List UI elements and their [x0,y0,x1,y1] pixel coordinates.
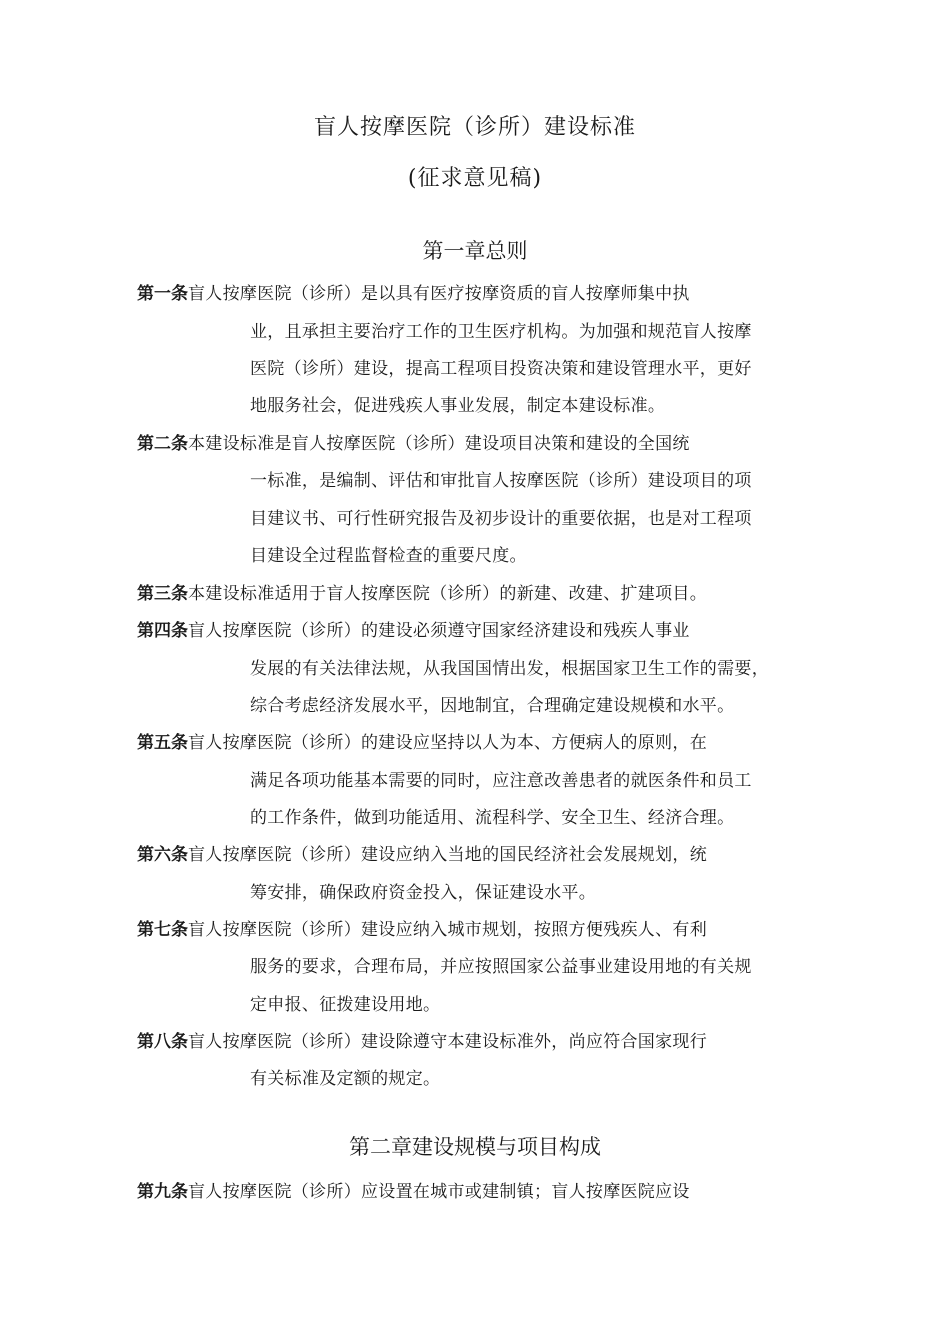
article-line: 目建设全过程监督检查的重要尺度。 [250,546,527,566]
article-label: 第二条 [137,434,188,454]
article-text: 盲人按摩医院（诊所）的建设必须遵守国家经济建设和残疾人事业 [188,621,690,641]
article-text: 盲人按摩医院（诊所）应设置在城市或建制镇；盲人按摩医院应设 [188,1182,690,1202]
article-text: 本建设标准适用于盲人按摩医院（诊所）的新建、改建、扩建项目。 [188,584,707,604]
article-text: 盲人按摩医院（诊所）是以具有医疗按摩资质的盲人按摩师集中执 [188,284,690,304]
article-text: 本建设标准是盲人按摩医院（诊所）建设项目决策和建设的全国统 [188,434,690,454]
article-first-line [137,432,690,456]
article-line: 业，且承担主要治疗工作的卫生医疗机构。为加强和规范盲人按摩 [250,322,752,342]
article-label: 第九条 [137,1182,188,1202]
article-first-line [137,582,707,606]
article-first-line [137,918,707,942]
article-label: 第六条 [137,845,188,865]
article-first-line [137,731,707,755]
article-text: 盲人按摩医院（诊所）建设除遵守本建设标准外，尚应符合国家现行 [188,1032,707,1052]
article-line: 医院（诊所）建设，提高工程项目投资决策和建设管理水平，更好 [250,359,752,379]
article-first-line [137,843,707,867]
article-first-line [137,282,690,306]
article-text: 盲人按摩医院（诊所）的建设应坚持以人为本、方便病人的原则，在 [188,733,707,753]
document-title: 盲人按摩医院（诊所）建设标准 [313,115,636,140]
article-line: 综合考虑经济发展水平，因地制宜，合理确定建设规模和水平。 [250,696,735,716]
chapter-1-heading: 第一章总则 [422,239,528,263]
article-label: 第七条 [137,920,188,940]
article-line: 目建议书、可行性研究报告及初步设计的重要依据，也是对工程项 [250,509,752,529]
article-line: 一标准，是编制、评估和审批盲人按摩医院（诊所）建设项目的项 [250,471,752,491]
article-line: 定申报、征拨建设用地。 [250,995,441,1015]
article-line: 服务的要求，合理布局，并应按照国家公益事业建设用地的有关规 [250,957,752,977]
article-text: 盲人按摩医院（诊所）建设应纳入城市规划，按照方便残疾人、有利 [188,920,707,940]
document-subtitle: (征求意见稿) [407,166,543,191]
article-line: 筹安排，确保政府资金投入，保证建设水平。 [250,883,596,903]
article-label: 第五条 [137,733,188,753]
article-first-line [137,619,690,643]
article-line: 的工作条件，做到功能适用、流程科学、安全卫生、经济合理。 [250,808,735,828]
article-first-line [137,1030,707,1054]
article-first-line [137,1180,690,1204]
article-line: 发展的有关法律法规，从我国国情出发，根据国家卫生工作的需要， [250,659,769,679]
chapter-2-heading: 第二章建设规模与项目构成 [349,1135,601,1159]
article-label: 第八条 [137,1032,188,1052]
article-text: 盲人按摩医院（诊所）建设应纳入当地的国民经济社会发展规划，统 [188,845,707,865]
article-label: 第四条 [137,621,188,641]
article-label: 第三条 [137,584,188,604]
article-line: 有关标准及定额的规定。 [250,1069,441,1089]
article-line: 地服务社会，促进残疾人事业发展，制定本建设标准。 [250,396,666,416]
article-line: 满足各项功能基本需要的同时，应注意改善患者的就医条件和员工 [250,771,752,791]
article-label: 第一条 [137,284,188,304]
